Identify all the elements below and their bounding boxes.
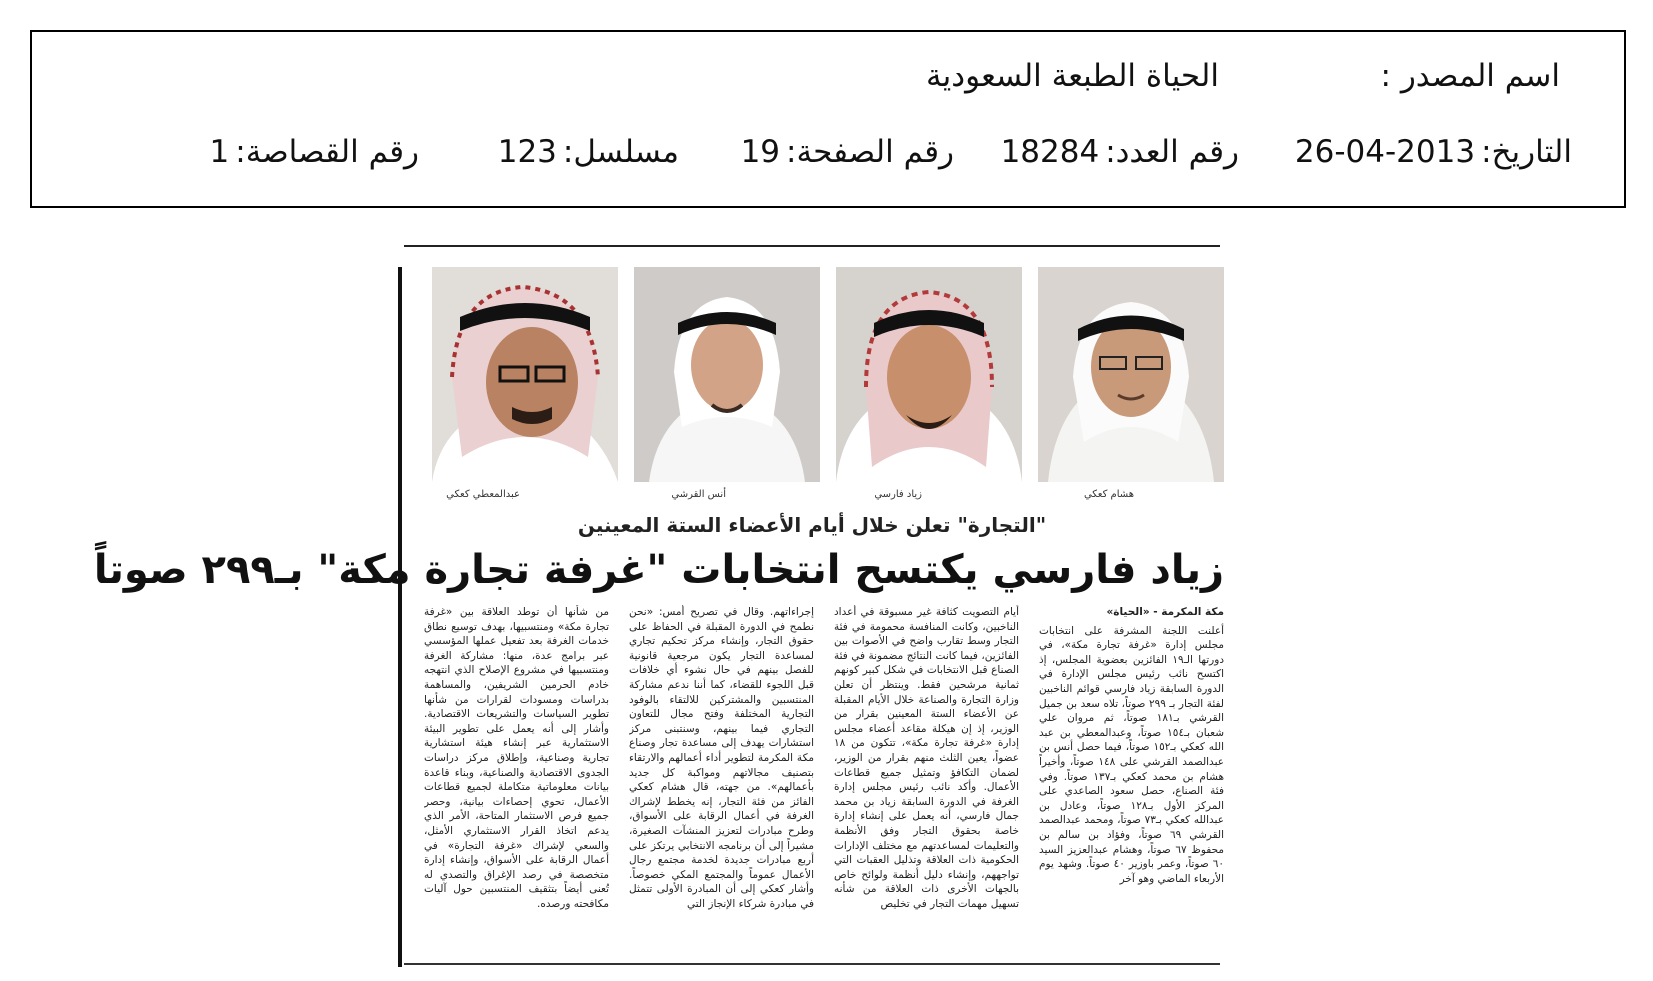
metadata-row — [32, 130, 1624, 174]
left-rule — [398, 267, 402, 967]
portrait-photo-4 — [432, 267, 618, 482]
column-3-text: إجراءاتهم. وقال في تصريح أمس: «نحن نطمح في الدورة المقبلة في الحفاظ على حقوق التجار، وإنشاء مركز تحكيم تجاري لمساعدة التجار يكون مرجعية قانونية للفصل بينهم في حال نشوء أي خلافات قبل اللجوء للقضاء، كما أننا ندعم مشاركة المنتسبين والمشتركين للالتقاء بالوفود التجارية المختلفة وفتح مجال للتعاون التجاري فيما بينهم، وسنتبنى مركز استشارات يهدف إلى مساعدة تجار وصناع مكة المكرمة لتطوير أداء أعمالهم والارتقاء بتصنيف مجالاتهم ومواكبة كل جديد بأعمالهم». من جهته، قال هشام كعكي الفائز من فئة التجار، إنه يخطط لإشراك الغرفة في أعمال الرقابة على الأسواق، وطرح مبادرات لتعزيز المنشآت الصغيرة، مشيراً إلى أن برنامجه الانتخابي يرتكز على أربع مبادرات جديدة لخدمة مجتمع رجال الأعمال عموماً والمجتمع المكي خصوصاً. وأشار كعكي إلى أن المبادرة الأولى تتمثل في مبادرة شركاء الإنجاز التي — [629, 606, 814, 910]
portrait-caption-3: أنس القرشي — [671, 489, 726, 500]
issue-label: رقم العدد: — [1105, 134, 1239, 170]
article-headline: زياد فارسي يكتسح انتخابات "غرفة تجارة مكة" بـ٢٩٩ صوتاً — [93, 547, 1224, 593]
serial-value: 123 — [497, 134, 557, 170]
portrait-photo-1 — [1038, 267, 1224, 482]
serial-field — [492, 130, 679, 174]
portrait-figure-3 — [634, 267, 820, 482]
portrait-figure-4 — [432, 267, 618, 482]
portrait-caption-2: زياد فارسي — [874, 489, 922, 500]
page-field — [735, 130, 954, 174]
bottom-rule — [404, 963, 1220, 965]
portrait-photo-2 — [836, 267, 1022, 482]
newspaper-clipping — [93, 245, 1226, 963]
source-info-box — [30, 30, 1626, 208]
date-value: 2013-04-26 — [1294, 134, 1476, 170]
source-label: اسم المصدر : — [1380, 58, 1560, 94]
column-4-text: من شأنها أن توطد العلاقة بين «غرفة تجارة مكة» ومنتسبيها، بهدف توسيع نطاق خدمات الغرفة بعد تفعيل عملها المؤسسي عبر برامج عدة، منها: مشاركة الغرفة ومنتسبيها في مشروع الإصلاح الذي انتهجه خادم الحرمين الشريفين، والمساهمة بدراسات ومسودات لقرارات من شأنها تطوير السياسات والتشريعات الاقتصادية. وأشار إلى أنه يعمل على تطوير البيئة الاستثمارية عبر إنشاء هيئة استشارية تجارية وصناعية، وإطلاق مركز دراسات الجدوى الاقتصادية والصناعية، وبناء قاعدة بيانات معلوماتية متكاملة لجميع قطاعات الأعمال، تحوي إحصاءات بيانية، وحصر جميع فرص الاستثمار المتاحة، الأمر الذي يدعم اتخاذ القرار الاستثماري الأمثل، والسعي لإشراك «غرفة التجارة» في أعمال الرقابة على الأسواق، وإنشاء إدارة متخصصة في رصد الإغراق والتصدي له تُعنى أيضاً بتثقيف المنتسبين حول آليات مكافحته ورصده. — [424, 606, 609, 910]
column-1-text: أعلنت اللجنة المشرفة على انتخابات مجلس إدارة «غرفة تجارة مكة»، في دورتها الـ١٩ الفائزين بعضوية المجلس، إذ اكتسح نائب رئيس مجلس الإدارة في الدورة السابقة زياد فارسي قوائم الناخبين لفئة التجار بـ ٢٩٩ صوتاً، تلاه سعد بن جميل القرشي بـ١٨١ صوتاً، ثم مروان علي شعبان بـ١٥٤ صوتاً، وعبدالمعطي بن عبد الله كعكي بـ١٥٢ صوتاً، فيما حصل أنس بن عبدالصمد القرشي على ١٤٨ صوتاً، وأخيراً هشام بن محمد كعكي بـ١٣٧ صوتاً. وفي فئة الصناع، حصل سعود الصاعدي على المركز الأول بـ١٢٨ صوتاً، وعادل بن عبدالله كعكي بـ٧٣ صوتاً، ومحمد عبدالصمد القرشي ٦٩ صوتاً، وفؤاد بن سالم بن محفوظ ٦٧ صوتاً، وهشام عبدالعزيز السيد ٦٠ صوتاً، وعمر باوزير ٤٠ صوتاً. وشهد يوم الأربعاء الماضي وهو آخر — [1039, 624, 1224, 885]
portrait-figure-2 — [836, 267, 1022, 482]
article-column-2 — [834, 605, 1019, 950]
column-2-text: أيام التصويت كثافة غير مسبوقة في أعداد الناخبين، وكانت المنافسة محمومة في فئة التجار وسط تقارب واضح في الأصوات بين الفائزين، فيما كانت النتائج مضمونة في فئة الصناع قبل الانتخابات في شكل كبير كونهم ثمانية مرشحين فقط. وينتظر أن تعلن وزارة التجارة والصناعة خلال الأيام المقبلة عن الأعضاء الستة المعينين بقرار من الوزير، إذ إن هيكلة مقاعد أعضاء مجلس إدارة «غرفة تجارة مكة»، تتكون من ١٨ عضواً، يعين الثلث منهم بقرار من الوزير، لضمان التكافؤ وتمثيل جميع قطاعات الأعمال. وأكد نائب رئيس مجلس إدارة الغرفة في الدورة السابقة زياد بن محمد جمال فارسي، أنه يعمل على إنشاء إدارة خاصة بحقوق التجار وفق الأنظمة والتعليمات لمساعدتهم مع مختلف الإدارات الحكومية ذات العلاقة وتذليل العقبات التي تواجههم، وإنشاء دليل أنظمة ولوائح خاص بالجهات الأخرى ذات العلاقة من شأنه تسهيل مهمات التجار في تخليص — [834, 606, 1019, 910]
issue-field — [995, 130, 1239, 174]
article-body — [424, 605, 1224, 950]
source-value: الحياة الطبعة السعودية — [926, 58, 1219, 94]
portrait-row — [424, 267, 1224, 482]
date-field — [1289, 130, 1572, 174]
article-column-4 — [424, 605, 609, 950]
page-value: 19 — [740, 134, 781, 170]
portrait-figure-1 — [1038, 267, 1224, 482]
serial-label: مسلسل: — [562, 134, 679, 170]
portrait-caption-4: عبدالمعطي كعكي — [446, 489, 520, 500]
article-dateline: مكة المكرمة - «الحياة» — [1106, 606, 1224, 618]
portrait-caption-1: هشام كعكي — [1083, 489, 1134, 500]
portrait-photo-3 — [634, 267, 820, 482]
article-column-1 — [1039, 605, 1224, 950]
article-kicker: "التجارة" تعلن خلال أيام الأعضاء الستة المعينين — [577, 513, 1047, 537]
page-label: رقم الصفحة: — [786, 134, 954, 170]
article-column-3 — [629, 605, 814, 950]
clip-label: رقم القصاصة: — [235, 134, 419, 170]
clip-value: 1 — [209, 134, 230, 170]
top-rule — [404, 245, 1220, 247]
source-row — [32, 54, 1624, 98]
clip-field — [204, 130, 419, 174]
date-label: التاريخ: — [1481, 134, 1572, 170]
issue-value: 18284 — [1000, 134, 1100, 170]
